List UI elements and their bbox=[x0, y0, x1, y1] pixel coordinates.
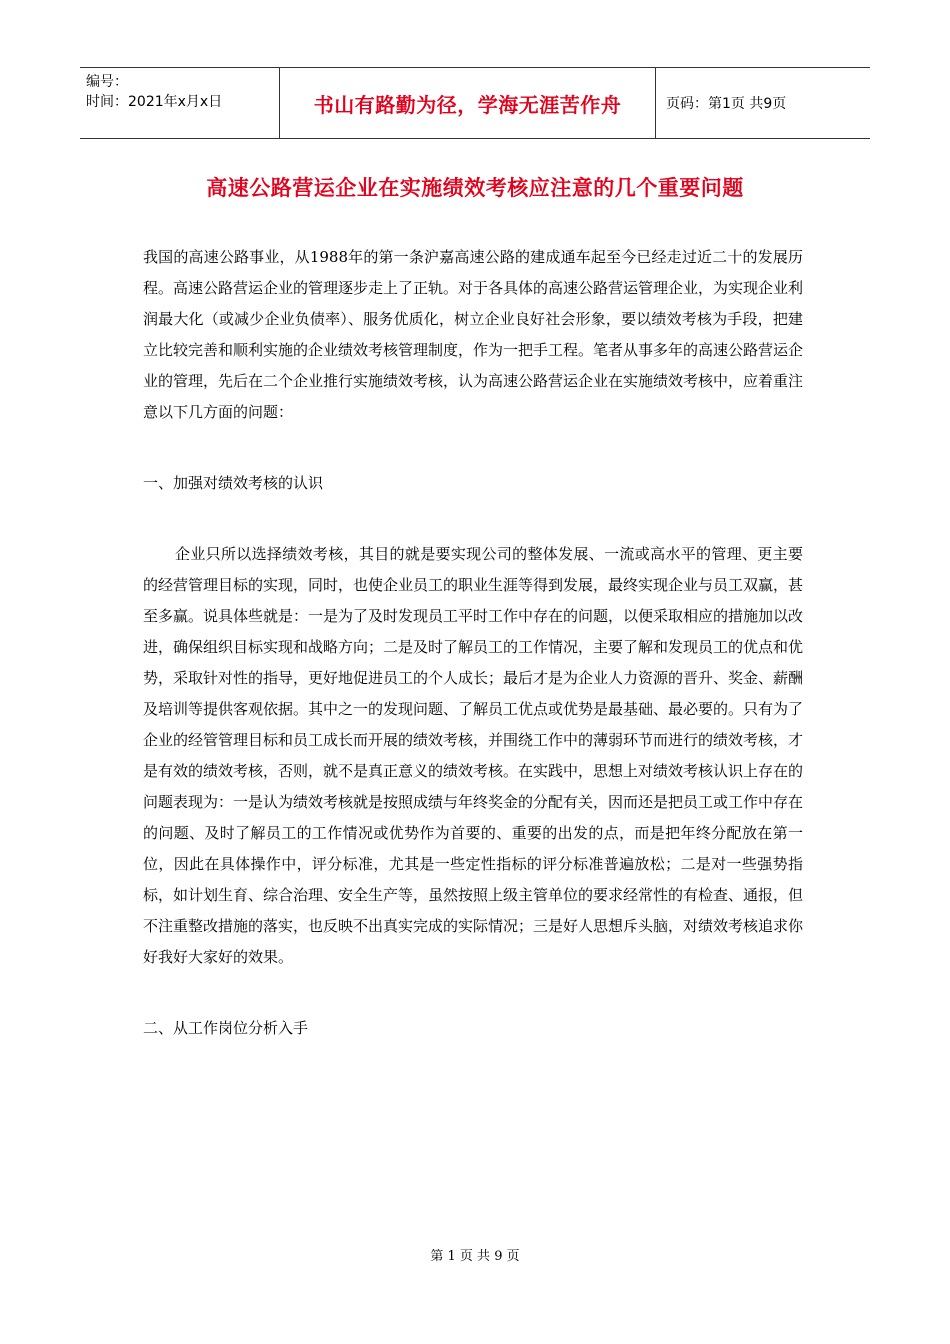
time-label: 时间：2021年x月x日 bbox=[86, 94, 223, 110]
intro-paragraph: 我国的高速公路事业，从1988年的第一条沪嘉高速公路的建成通车起至今已经走过近二十的发展历程。高速公路营运企业的管理逐步走上了正轨。对于各具体的高速公路营运管理企业，为实现企业利润最大化（或减少企业负债率）、服务优质化，树立企业良好社会形象，要以绩效考核为手段，把建立比较完善和顺利实施的企业绩效考核管理制度，作为一把手工程。笔者从事多年的高速公路营运企业的管理，先后在二个企业推行实施绩效考核，认为高速公路营运企业在实施绩效考核中，应着重注意以下几方面的问题： bbox=[143, 248, 804, 421]
document-body bbox=[143, 242, 803, 1044]
header-page-code: 页码：第1页 共9页 bbox=[666, 96, 787, 112]
document-title: 高速公路营运企业在实施绩效考核应注意的几个重要问题 bbox=[206, 176, 744, 200]
header-info-cell bbox=[80, 68, 280, 138]
section-heading-2: 二、从工作岗位分析入手 bbox=[143, 1019, 309, 1037]
number-label: 编号： bbox=[86, 74, 128, 90]
page-footer: 第 1 页 共 9 页 bbox=[430, 1249, 520, 1264]
header-motto: 书山有路勤为径，学海无涯苦作舟 bbox=[280, 68, 656, 138]
document-header bbox=[80, 67, 870, 139]
section-body-1: 企业只所以选择绩效考核，其目的就是要实现公司的整体发展、一流或高水平的管理、更主要的经营管理目标的实现，同时，也使企业员工的职业生涯等得到发展，最终实现企业与员工双赢，甚至多赢。说具体些就是：一是为了及时发现员工平时工作中存在的问题，以便采取相应的措施加以改进，确保组织目标实现和战略方向；二是及时了解员工的工作情况，主要了解和发现员工的优点和优势，采取针对性的指导，更好地促进员工的个人成长；最后才是为企业人力资源的晋升、奖金、薪酬及培训等提供客观依据。其中之一的发现问题、了解员工优点或优势是最基础、最必要的。只有为了企业的经管管理目标和员工成长而开展的绩效考核，并围绕工作中的薄弱环节而进行的绩效考核，才是有效的绩效考核，否则，就不是真正意义的绩效考核。在实践中，思想上对绩效考核认识上存在的问题表现为：一是认为绩效考核就是按照成绩与年终奖金的分配有关，因而还是把员工或工作中存在的问题、及时了解员工的工作情况或优势作为首要的、重要的出发的点，而是把年终分配放在第一位，因此在具体操作中，评分标准，尤其是一些定性指标的评分标准普遍放松；二是对一些强势指标，如计划生育、综合治理、安全生产等，虽然按照上级主管单位的要求经常性的有检查、通报，但不注重整改措施的落实，也反映不出真实完成的实际情况；三是好人思想斥头脑，对绩效考核追求你好我好大家好的效果。 bbox=[143, 545, 804, 966]
section-heading-1: 一、加强对绩效考核的认识 bbox=[143, 474, 324, 492]
